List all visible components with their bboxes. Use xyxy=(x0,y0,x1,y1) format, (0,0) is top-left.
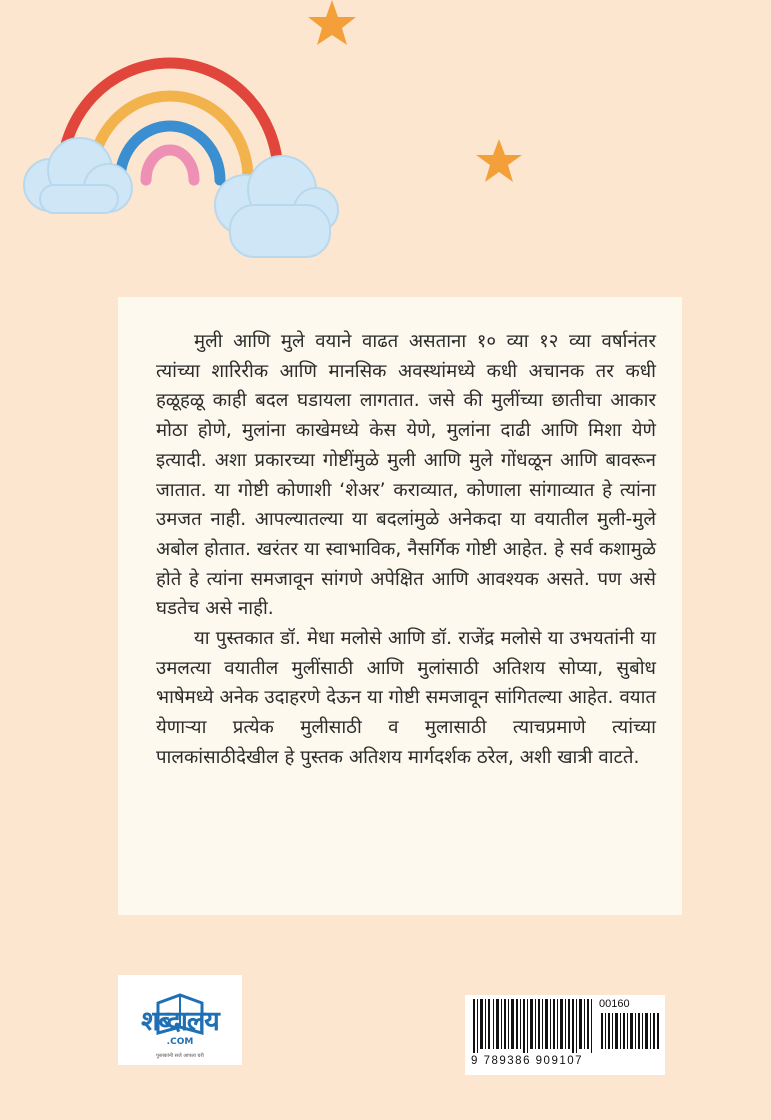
blurb-paragraph: मुली आणि मुले वयाने वाढत असताना १० व्या १२ व्या वर्षानंतर त्यांच्या शारिरीक आणि मानसिक अवस्थांमध्ये कधी अचानक तर कधी हळूहळू काही बदल घडायला लागतात. जसे की मुलींच्या छातीचा आकार मोठा होणे, मुलांना काखेमध्ये केस येणे, मुलांना दाढी आणि मिशा येणे इत्यादी. अशा प्रकारच्या गोष्टींमुळे मुली आणि मुले गोंधळून आणि बावरून जातात. या गोष्टी कोणाशी ‘शेअर’ कराव्यात, कोणाला सांगाव्यात हे त्यांना उमजत नाही. आपल्यातल्या या बदलांमुळे अनेकदा या वयातील मुली-मुले अबोल होतात. खरंतर या स्वाभाविक, नैसर्गिक गोष्टी आहेत. हे सर्व कशामुळे होते हे त्यांना समजावून सांगणे अपेक्षित आणि आवश्यक असते. पण असे घडतेच असे नाही. xyxy=(156,331,656,620)
price-code: 00160 xyxy=(599,998,630,1010)
blurb-text xyxy=(156,327,656,773)
blurb-box xyxy=(118,297,682,915)
rainbow-illustration xyxy=(0,0,771,300)
publisher-tagline: पुस्तकांनी सजे आपला घरी xyxy=(156,1053,204,1059)
blurb-paragraph: या पुस्तकात डॉ. मेधा मलोसे आणि डॉ. राजेंद्र मलोसे या उभयतांनी या उमलत्या वयातील मुलींसाठी आणि मुलांसाठी अतिशय सोप्या, सुबोध भाषेमध्ये अनेक उदाहरणे देऊन या गोष्टी समजावून सांगितल्या आहेत. वयात येणाऱ्या प्रत्येक मुलीसाठी व मुलासाठी त्याचप्रमाणे त्यांच्या पालकांसाठीदेखील हे पुस्तक अतिशय मार्गदर्शक ठरेल, अशी खात्री वाटते. xyxy=(156,628,656,768)
cloud-icon xyxy=(215,156,338,257)
publisher-logo xyxy=(118,975,242,1065)
isbn-barcode xyxy=(465,995,665,1075)
publisher-name: शब्दालय xyxy=(141,1006,219,1037)
isbn-number: 9 789386 909107 xyxy=(471,1055,584,1067)
publisher-domain: .COM xyxy=(166,1037,194,1047)
cloud-icon xyxy=(24,138,132,213)
star-icon xyxy=(308,0,356,45)
star-icon xyxy=(476,139,522,182)
